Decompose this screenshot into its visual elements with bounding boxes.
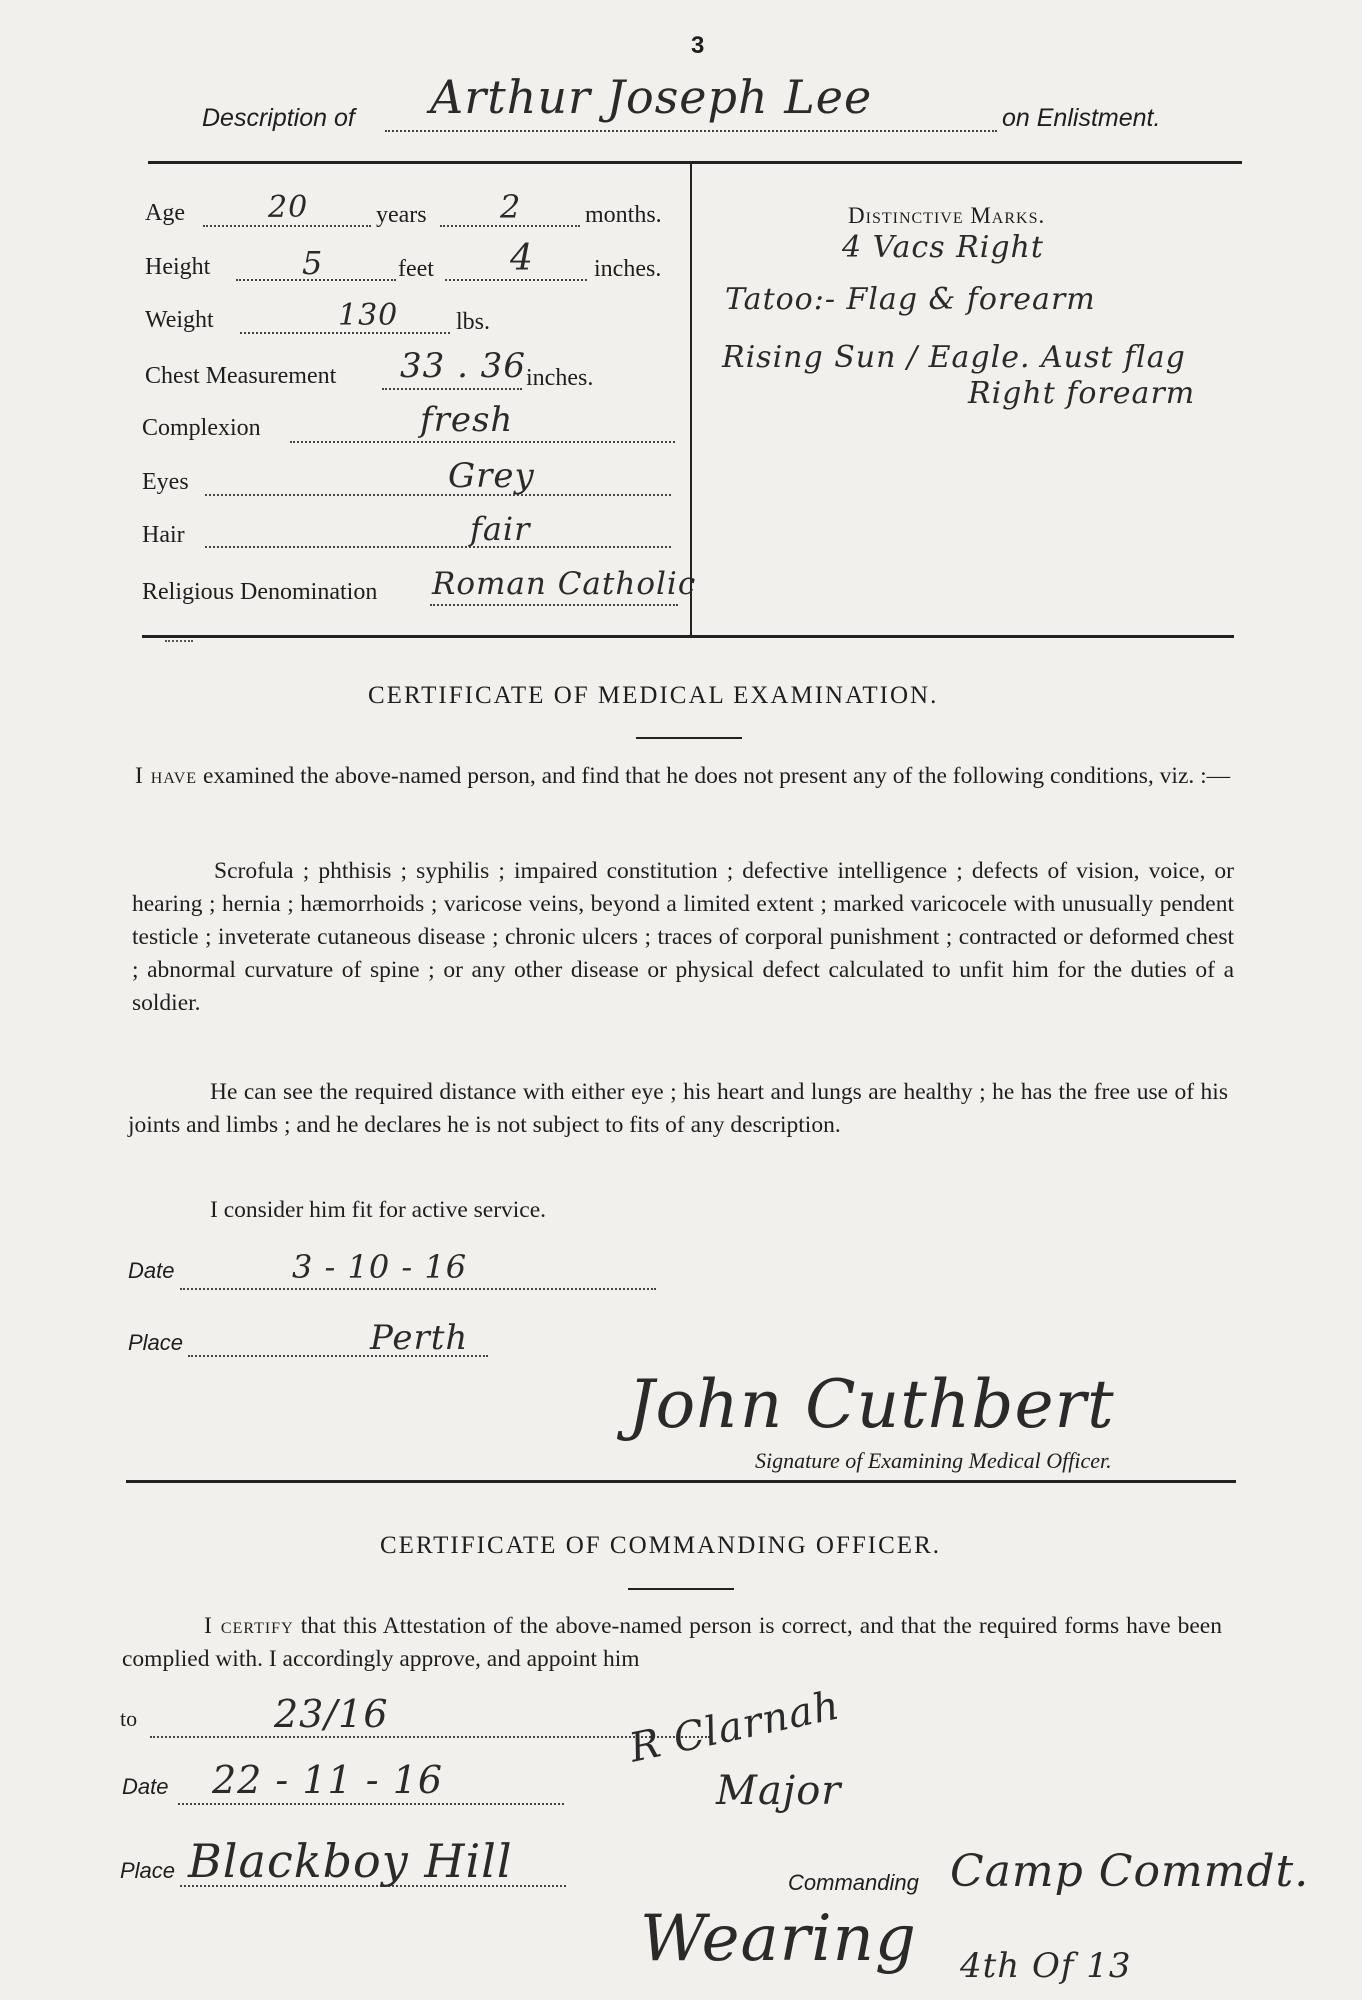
age-label: Age bbox=[145, 200, 185, 226]
enlistee-name: Arthur Joseph Lee bbox=[430, 70, 873, 124]
distinctive-marks-title: Distinctive Marks. bbox=[848, 203, 1046, 228]
small-dots bbox=[165, 640, 193, 642]
medical-date-line bbox=[180, 1288, 656, 1290]
feet-label: feet bbox=[398, 256, 434, 282]
commanding-signature-top: R Clarnah bbox=[625, 1682, 845, 1772]
commanding-to-line bbox=[150, 1736, 710, 1738]
hair-line bbox=[205, 546, 671, 548]
chest-inches-label: inches. bbox=[526, 365, 594, 391]
complexion-line bbox=[290, 441, 675, 443]
lbs-label: lbs. bbox=[456, 309, 491, 335]
commanding-signature-bottom: Wearing bbox=[640, 1902, 917, 1976]
religion-label: Religious Denomination bbox=[142, 579, 378, 605]
commanding-title-underline bbox=[628, 1588, 734, 1590]
commanding-date-label: Date bbox=[122, 1774, 169, 1799]
religion-line bbox=[430, 604, 678, 606]
commanding-date-line bbox=[178, 1803, 564, 1805]
medical-title-underline bbox=[636, 737, 742, 739]
commanding-certify-text: that this Attestation of the above-named person is correct, and that the required forms have been complied with. I accordingly approve, and appoint him bbox=[122, 1613, 1222, 1672]
months-label: months. bbox=[585, 202, 662, 228]
height-label: Height bbox=[145, 254, 211, 280]
medical-intro-text: examined the above-named person, and find that he does not present any of the following conditions, viz. :— bbox=[202, 763, 1231, 789]
medical-place-label: Place bbox=[128, 1330, 184, 1355]
age-years-line bbox=[203, 225, 371, 227]
complexion-value: fresh bbox=[420, 400, 514, 440]
chest-value: 33 . 36 bbox=[400, 346, 526, 386]
medical-bottom-rule bbox=[126, 1480, 1236, 1483]
weight-value: 130 bbox=[338, 298, 399, 333]
hair-label: Hair bbox=[142, 522, 185, 548]
distinctive-mark-line-3: Rising Sun / Eagle. Aust flag bbox=[722, 340, 1186, 375]
medical-officer-signature: John Cuthbert bbox=[628, 1366, 1115, 1443]
height-feet-value: 5 bbox=[302, 244, 324, 282]
commanding-certify bbox=[122, 1610, 1222, 1676]
commanding-certificate-title: CERTIFICATE OF COMMANDING OFFICER. bbox=[380, 1532, 941, 1559]
name-dotted-line bbox=[385, 130, 997, 132]
commanding-signature-suffix: 4th Of 13 bbox=[960, 1946, 1132, 1986]
on-enlistment-label: on Enlistment. bbox=[1002, 104, 1161, 132]
commanding-to-value: 23/16 bbox=[274, 1692, 389, 1736]
age-years-value: 20 bbox=[268, 190, 309, 225]
medical-date-label: Date bbox=[128, 1258, 175, 1283]
commanding-date-value: 22 - 11 - 16 bbox=[212, 1758, 444, 1802]
inches-label: inches. bbox=[594, 256, 662, 282]
medical-healthy-statement: He can see the required distance with either eye ; his heart and lungs are healthy ; he has the free use of his joints and limbs ; and he declares he is not subject to fits of any description. bbox=[128, 1079, 1228, 1138]
height-inches-line bbox=[445, 279, 587, 281]
height-inches-value: 4 bbox=[510, 238, 534, 279]
distinctive-mark-line-4: Right forearm bbox=[968, 376, 1196, 411]
distinctive-mark-line-2: Tatoo:- Flag & forearm bbox=[725, 282, 1096, 317]
distinctive-mark-line-1: 4 Vacs Right bbox=[842, 230, 1044, 265]
description-bottom-rule bbox=[142, 635, 1234, 638]
header-rule bbox=[148, 161, 1242, 164]
medical-fit-statement: I consider him fit for active service. bbox=[210, 1197, 547, 1223]
hair-value: fair bbox=[470, 510, 531, 548]
commanding-label: Commanding bbox=[788, 1870, 919, 1895]
page-number: 3 bbox=[691, 32, 705, 59]
commanding-signature-rank: Major bbox=[716, 1768, 842, 1814]
commanding-place-value: Blackboy Hill bbox=[188, 1834, 513, 1888]
medical-place-value: Perth bbox=[370, 1318, 469, 1358]
age-months-value: 2 bbox=[500, 188, 522, 226]
medical-intro bbox=[135, 760, 1235, 793]
eyes-line bbox=[205, 494, 671, 496]
chest-line bbox=[382, 388, 522, 390]
medical-intro-lead: I have bbox=[135, 763, 198, 789]
medical-date-value: 3 - 10 - 16 bbox=[292, 1248, 468, 1286]
chest-label: Chest Measurement bbox=[145, 363, 337, 389]
description-of-label: Description of bbox=[202, 104, 355, 132]
weight-label: Weight bbox=[145, 307, 214, 333]
commanding-certify-lead: I certify bbox=[204, 1613, 294, 1639]
commanding-place-label: Place bbox=[120, 1858, 176, 1883]
eyes-value: Grey bbox=[448, 456, 535, 496]
column-divider bbox=[690, 163, 692, 635]
eyes-label: Eyes bbox=[142, 469, 189, 495]
complexion-label: Complexion bbox=[142, 415, 261, 441]
religion-value: Roman Catholic bbox=[432, 566, 697, 602]
commanding-hand-title: Camp Commdt. bbox=[950, 1846, 1310, 1897]
medical-conditions: Scrofula ; phthisis ; syphilis ; impaired constitution ; defective intelligence ; defects of vision, voice, or hearing ; hernia ; hæmorrhoids ; varicose veins, beyond a limited extent ; marked varicocele with unusually pendent testicle ; inveterate cutaneous disease ; chronic ulcers ; traces of corporal punishment ; contracted or deformed chest ; abnormal curvature of spine ; or any other disease or physical defect calculated to unfit him for the duties of a soldier. bbox=[132, 858, 1234, 1016]
medical-signature-caption: Signature of Examining Medical Officer. bbox=[755, 1448, 1112, 1473]
medical-certificate-title: CERTIFICATE OF MEDICAL EXAMINATION. bbox=[368, 682, 939, 709]
years-label: years bbox=[376, 202, 427, 228]
commanding-to-label: to bbox=[120, 1706, 138, 1731]
